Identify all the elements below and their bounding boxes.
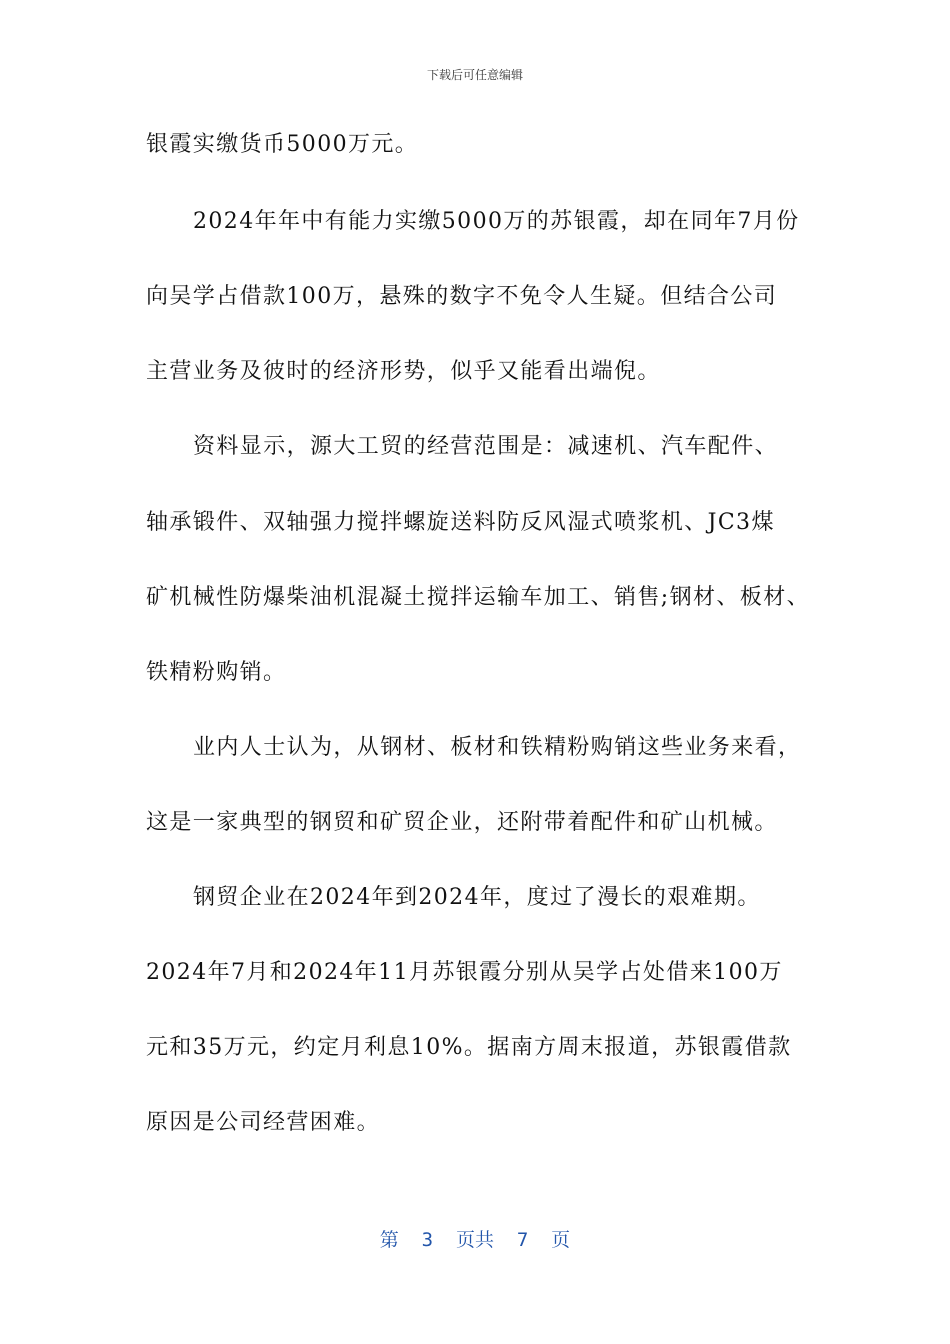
body-line: 主营业务及彼时的经济形势，似乎又能看出端倪。 [146,359,661,384]
body-line: 这是一家典型的钢贸和矿贸企业，还附带着配件和矿山机械。 [146,810,778,835]
header-note: 下载后可任意编辑 [426,68,523,82]
body-line: 业内人士认为，从钢材、板材和铁精粉购销这些业务来看， [193,735,802,760]
body-line: 资料显示，源大工贸的经营范围是：减速机、汽车配件、 [193,434,779,459]
body-line: 铁精粉购销。 [146,660,287,685]
body-line: 2024年7月和2024年11月苏银霞分别从吴学占处借来100万 [146,960,783,985]
body-line: 钢贸企业在2024年到2024年，度过了漫长的艰难期。 [193,885,761,910]
body-line: 银霞实缴货币5000万元。 [146,132,419,157]
body-line: 矿机械性防爆柴油机混凝土搅拌运输车加工、销售;钢材、板材、 [146,585,811,610]
page-number: 第 3 页共 7 页 [379,1229,571,1251]
body-line: 向吴学占借款100万，悬殊的数字不免令人生疑。但结合公司 [146,284,778,309]
body-line: 2024年年中有能力实缴5000万的苏银霞，却在同年7月份 [193,209,800,234]
body-line: 轴承锻件、双轴强力搅拌螺旋送料防反风湿式喷浆机、JC3煤 [146,510,775,535]
body-line: 元和35万元，约定月利息10%。据南方周末报道，苏银霞借款 [146,1035,792,1060]
body-line: 原因是公司经营困难。 [146,1110,381,1135]
